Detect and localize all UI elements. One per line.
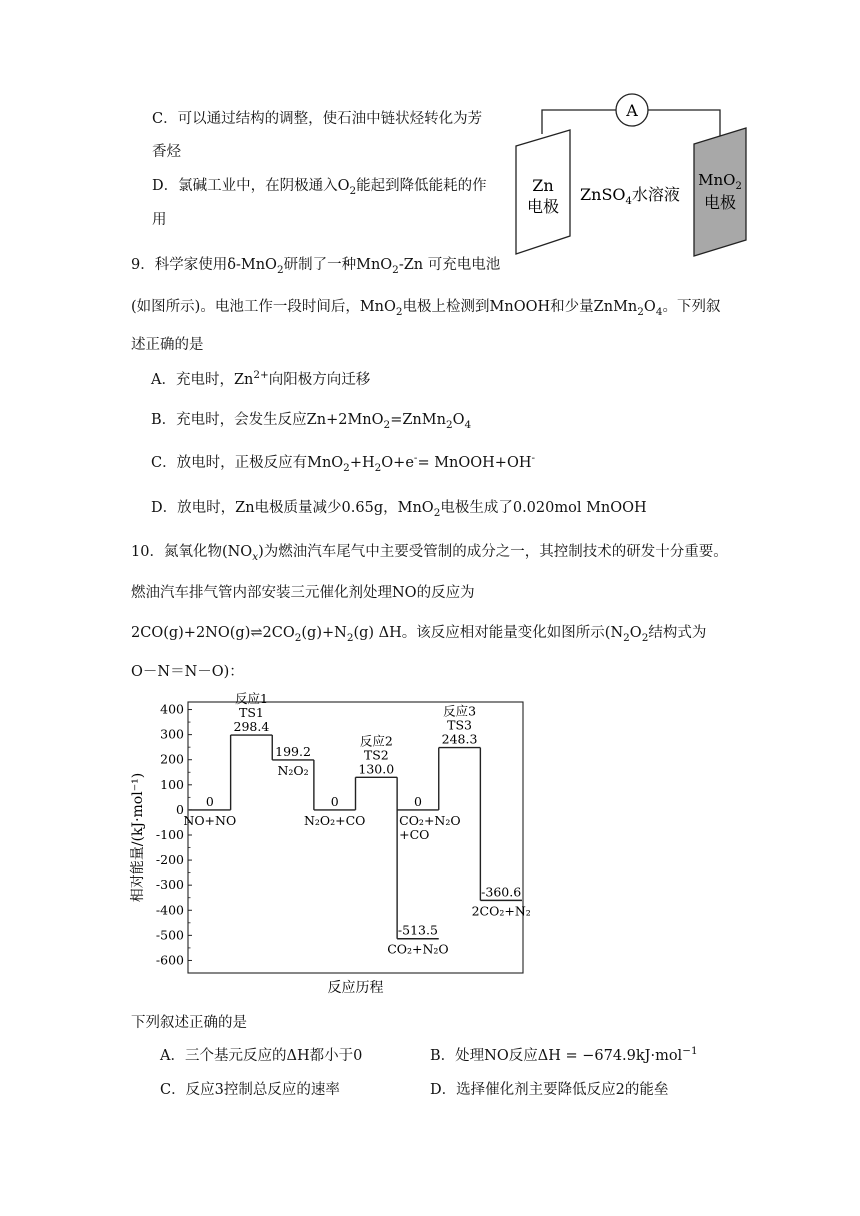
q9-stem-line2: (如图所示)。电池工作一段时间后，MnO$_2$电极上检测到MnOOH和少量$ZnMn_2O_4$。下列叙: [131, 299, 721, 318]
y-tick-label: 0: [176, 801, 184, 817]
reaction-header-label: 反应2: [359, 733, 393, 749]
energy-value-label: 130.0: [358, 761, 395, 777]
q8-option-d-line1: D．氯碱工业中，在阴极通入$O_2$能起到降低能耗的作: [152, 178, 487, 197]
q10-stem-line1: 10．氮氧化物$(NO_x)$为燃油汽车尾气中主要受管制的成分之一，其控制技术的研发十分重要。: [131, 544, 728, 563]
y-tick-label: -200: [155, 852, 184, 868]
ammeter-label: A: [626, 101, 638, 120]
q10-structure-formula: O－N＝N－O)：: [131, 664, 244, 680]
battery-diagram: [508, 90, 762, 262]
q9-option-b: B．充电时，会发生反应$Zn+2MnO_2=ZnMn_2O_4$: [151, 412, 472, 431]
electrolyte-label: ZnSO$_4$水溶液: [580, 185, 680, 207]
q10-option-c: C．反应3控制总反应的速率: [160, 1082, 340, 1098]
energy-value-label: 0: [330, 793, 339, 809]
y-tick-label: 200: [160, 751, 184, 767]
x-axis-label: 反应历程: [327, 980, 384, 996]
q8-option-c-line2: 香烃: [152, 144, 181, 160]
energy-value-label: 248.3: [441, 731, 478, 747]
q9-option-c: C．放电时，正极反应有$MnO_2+H_2O+e^-=$ MnOOH+OH-: [151, 452, 536, 474]
y-tick-label: -400: [155, 902, 184, 918]
reaction-header-label: TS2: [363, 747, 389, 763]
y-tick-label: -600: [155, 952, 184, 968]
y-tick-label: 300: [160, 726, 184, 742]
energy-profile-chart: [120, 692, 540, 998]
y-axis-label: 相对能量/(kJ·mol⁻¹): [130, 772, 146, 903]
species-label: CO₂+N₂O: [399, 812, 461, 828]
y-tick-label: -300: [155, 877, 184, 893]
q10-equation: $2CO(g)+2NO(g)\rightleftharpoons 2CO_2(g)+N_2(g)$ ΔH。该反应相对能量变化如图所示($N_2O_2$结构式为: [131, 625, 707, 644]
energy-value-label: 199.2: [275, 743, 311, 759]
reaction-header-label: 反应3: [443, 703, 477, 719]
energy-value-label: -360.6: [481, 884, 522, 900]
energy-value-label: 298.4: [233, 719, 270, 735]
species-label: +CO: [399, 826, 430, 842]
q9-option-a: A．充电时，$Zn^{2+}$向阳极方向迁移: [151, 369, 371, 388]
zn-electrode-label: Zn: [532, 176, 554, 195]
q8-option-d-line2: 用: [152, 212, 167, 228]
q9-stem-line3: 述正确的是: [131, 337, 204, 353]
reaction-header-label: TS3: [447, 717, 472, 733]
q10-question: 下列叙述正确的是: [131, 1015, 247, 1031]
left-wire: [542, 110, 616, 134]
q9-stem-line1: 9．科学家使用δ-MnO$_2$研制了一种MnO$_2$-Zn 可充电电池: [131, 257, 501, 276]
q10-stem-line2: 燃油汽车排气管内部安装三元催化剂处理NO的反应为: [131, 585, 475, 601]
q10-option-b: B．处理NO反应ΔH = −674.9kJ·mol$^{-1}$: [430, 1045, 698, 1064]
q10-option-d: D．选择催化剂主要降低反应2的能垒: [430, 1082, 669, 1098]
energy-value-label: 0: [413, 793, 422, 809]
reaction-header-label: 反应1: [234, 692, 268, 707]
species-label: N₂O₂: [277, 762, 309, 778]
mno2-electrode-label: MnO$_2$: [698, 171, 742, 192]
y-tick-label: 100: [160, 776, 184, 792]
reaction-header-label: TS1: [239, 705, 264, 721]
energy-value-label: -513.5: [397, 922, 438, 938]
species-label: N₂O₂+CO: [303, 812, 366, 828]
mno2-electrode: [694, 128, 746, 256]
zn-electrode-label-2: 电极: [526, 197, 560, 216]
q10-option-a: A．三个基元反应的ΔH都小于0: [160, 1048, 363, 1064]
y-tick-label: 400: [160, 701, 184, 717]
y-tick-label: -500: [155, 927, 184, 943]
species-label: 2CO₂+N₂: [471, 903, 531, 919]
species-label: CO₂+N₂O: [387, 941, 449, 957]
q8-option-c-line1: C．可以通过结构的调整，使石油中链状烃转化为芳: [152, 111, 483, 127]
right-wire: [648, 110, 720, 136]
q9-option-d: D．放电时，Zn电极质量减少0.65g，MnO$_2$电极生成了0.020mol MnOOH: [151, 500, 647, 519]
species-label: NO+NO: [183, 812, 237, 828]
mno2-electrode-label-2: 电极: [703, 193, 737, 212]
y-tick-label: -100: [155, 826, 184, 842]
energy-value-label: 0: [205, 793, 214, 809]
